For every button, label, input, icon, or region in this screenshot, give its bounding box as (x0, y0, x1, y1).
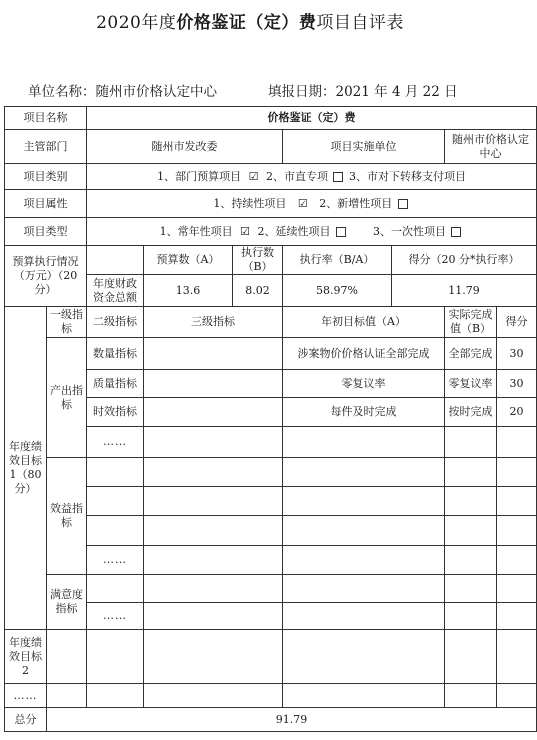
checkbox-icon (451, 227, 461, 237)
score-value: 11.79 (392, 275, 537, 307)
row-total (5, 708, 537, 732)
impl-unit-value: 随州市价格认定中心 (445, 130, 537, 164)
indicator-score: 30 (497, 370, 537, 398)
actual-header: 实际完成值（B） (445, 307, 497, 338)
goal1-label: 年度绩效目标 1（80 分） (5, 307, 47, 630)
row-attribute (5, 190, 537, 218)
title-year: 2020年度 (96, 13, 177, 33)
indicator-level3 (144, 398, 283, 427)
level1-header: 一级指标 (47, 307, 87, 338)
type-options (87, 218, 537, 246)
indicator-level3 (144, 370, 283, 398)
dept-label: 主管部门 (5, 130, 87, 164)
type-option-3: 3、一次性项目 (372, 224, 446, 238)
rate-col-header: 执行率（B/A） (283, 246, 392, 275)
checked-box-icon: ☑ (248, 169, 259, 183)
ellipsis-cell: …… (87, 546, 144, 575)
budget-col-header: 预算数（A） (144, 246, 233, 275)
impl-unit-label: 项目实施单位 (283, 130, 445, 164)
self-evaluation-table (4, 106, 537, 732)
goal2-label: 年度绩效目标 2 (5, 630, 47, 684)
indicator-level2: 质量指标 (87, 370, 144, 398)
type-option-2: 2、延续性项目 (257, 224, 331, 238)
score-header: 得分 (497, 307, 537, 338)
budget-section-label: 预算执行情况（万元）（20 分） (5, 246, 87, 307)
ellipsis-cell: …… (87, 603, 144, 630)
row-indicator-header (5, 307, 537, 338)
ellipsis-cell: …… (5, 684, 47, 708)
category-label: 项目类别 (5, 164, 87, 190)
indicator-row (5, 458, 537, 487)
target-header: 年初目标值（A） (283, 307, 445, 338)
benefit-indicator-label: 效益指标 (47, 458, 87, 575)
category-option-3: 3、市对下转移支付项目 (348, 169, 466, 183)
checkbox-icon (336, 227, 346, 237)
checked-box-icon: ☑ (297, 196, 308, 210)
project-name-label: 项目名称 (5, 107, 87, 130)
indicator-target: 零复议率 (283, 370, 445, 398)
category-option-2: 2、市直专项 (265, 169, 328, 183)
row-goal2 (5, 630, 537, 684)
fill-date-value: 2021 年 4 月 22 日 (335, 84, 458, 100)
indicator-row (5, 338, 537, 370)
score-col-header: 得分（20 分*执行率） (392, 246, 537, 275)
indicator-target: 每件及时完成 (283, 398, 445, 427)
attribute-option-1: 1、持续性项目 (213, 196, 287, 210)
checked-box-icon: ☑ (240, 224, 250, 238)
rate-value: 58.97% (283, 275, 392, 307)
category-option-1: 1、部门预算项目 (157, 169, 242, 183)
budget-value: 13.6 (144, 275, 233, 307)
indicator-level2: 时效指标 (87, 398, 144, 427)
indicator-row (5, 575, 537, 603)
exec-col-header: 执行数（B） (233, 246, 283, 275)
unit-name-value: 随州市价格认定中心 (95, 84, 217, 100)
checkbox-icon (333, 172, 343, 182)
fill-date-label: 填报日期： (268, 84, 336, 100)
unit-name-label: 单位名称： (28, 84, 96, 100)
row-project-name (5, 107, 537, 130)
indicator-actual: 零复议率 (445, 370, 497, 398)
indicator-score: 30 (497, 338, 537, 370)
type-option-1: 1、常年性项目 (159, 224, 233, 238)
row-category (5, 164, 537, 190)
category-options (87, 164, 537, 190)
level3-header: 三级指标 (144, 307, 283, 338)
attribute-options (87, 190, 537, 218)
indicator-level3 (144, 338, 283, 370)
attribute-option-2: 2、新增性项目 (319, 196, 393, 210)
row-more-goals (5, 684, 537, 708)
indicator-actual: 全部完成 (445, 338, 497, 370)
total-label: 总分 (5, 708, 47, 732)
row-budget-header (5, 246, 537, 275)
indicator-level2: 数量指标 (87, 338, 144, 370)
project-name-value: 价格鉴证（定）费 (87, 107, 537, 130)
dept-value: 随州市发改委 (87, 130, 283, 164)
budget-corner-cell (87, 246, 144, 275)
title-suffix: 项目自评表 (316, 13, 404, 33)
budget-row-label: 年度财政资金总额 (87, 275, 144, 307)
indicator-score: 20 (497, 398, 537, 427)
satisfaction-indicator-label: 满意度指标 (47, 575, 87, 630)
row-department (5, 130, 537, 164)
level2-header: 二级指标 (87, 307, 144, 338)
exec-value: 8.02 (233, 275, 283, 307)
ellipsis-cell: …… (87, 427, 144, 458)
output-indicator-label: 产出指标 (47, 338, 87, 458)
row-type (5, 218, 537, 246)
attribute-label: 项目属性 (5, 190, 87, 218)
type-label: 项目类型 (5, 218, 87, 246)
total-value: 91.79 (47, 708, 537, 732)
unit-name (28, 80, 217, 100)
form-title (0, 8, 500, 33)
fill-date (268, 80, 458, 100)
title-project: 价格鉴证（定）费 (176, 13, 317, 33)
indicator-target: 涉案物价价格认证全部完成 (283, 338, 445, 370)
indicator-actual: 按时完成 (445, 398, 497, 427)
checkbox-icon (398, 199, 408, 209)
